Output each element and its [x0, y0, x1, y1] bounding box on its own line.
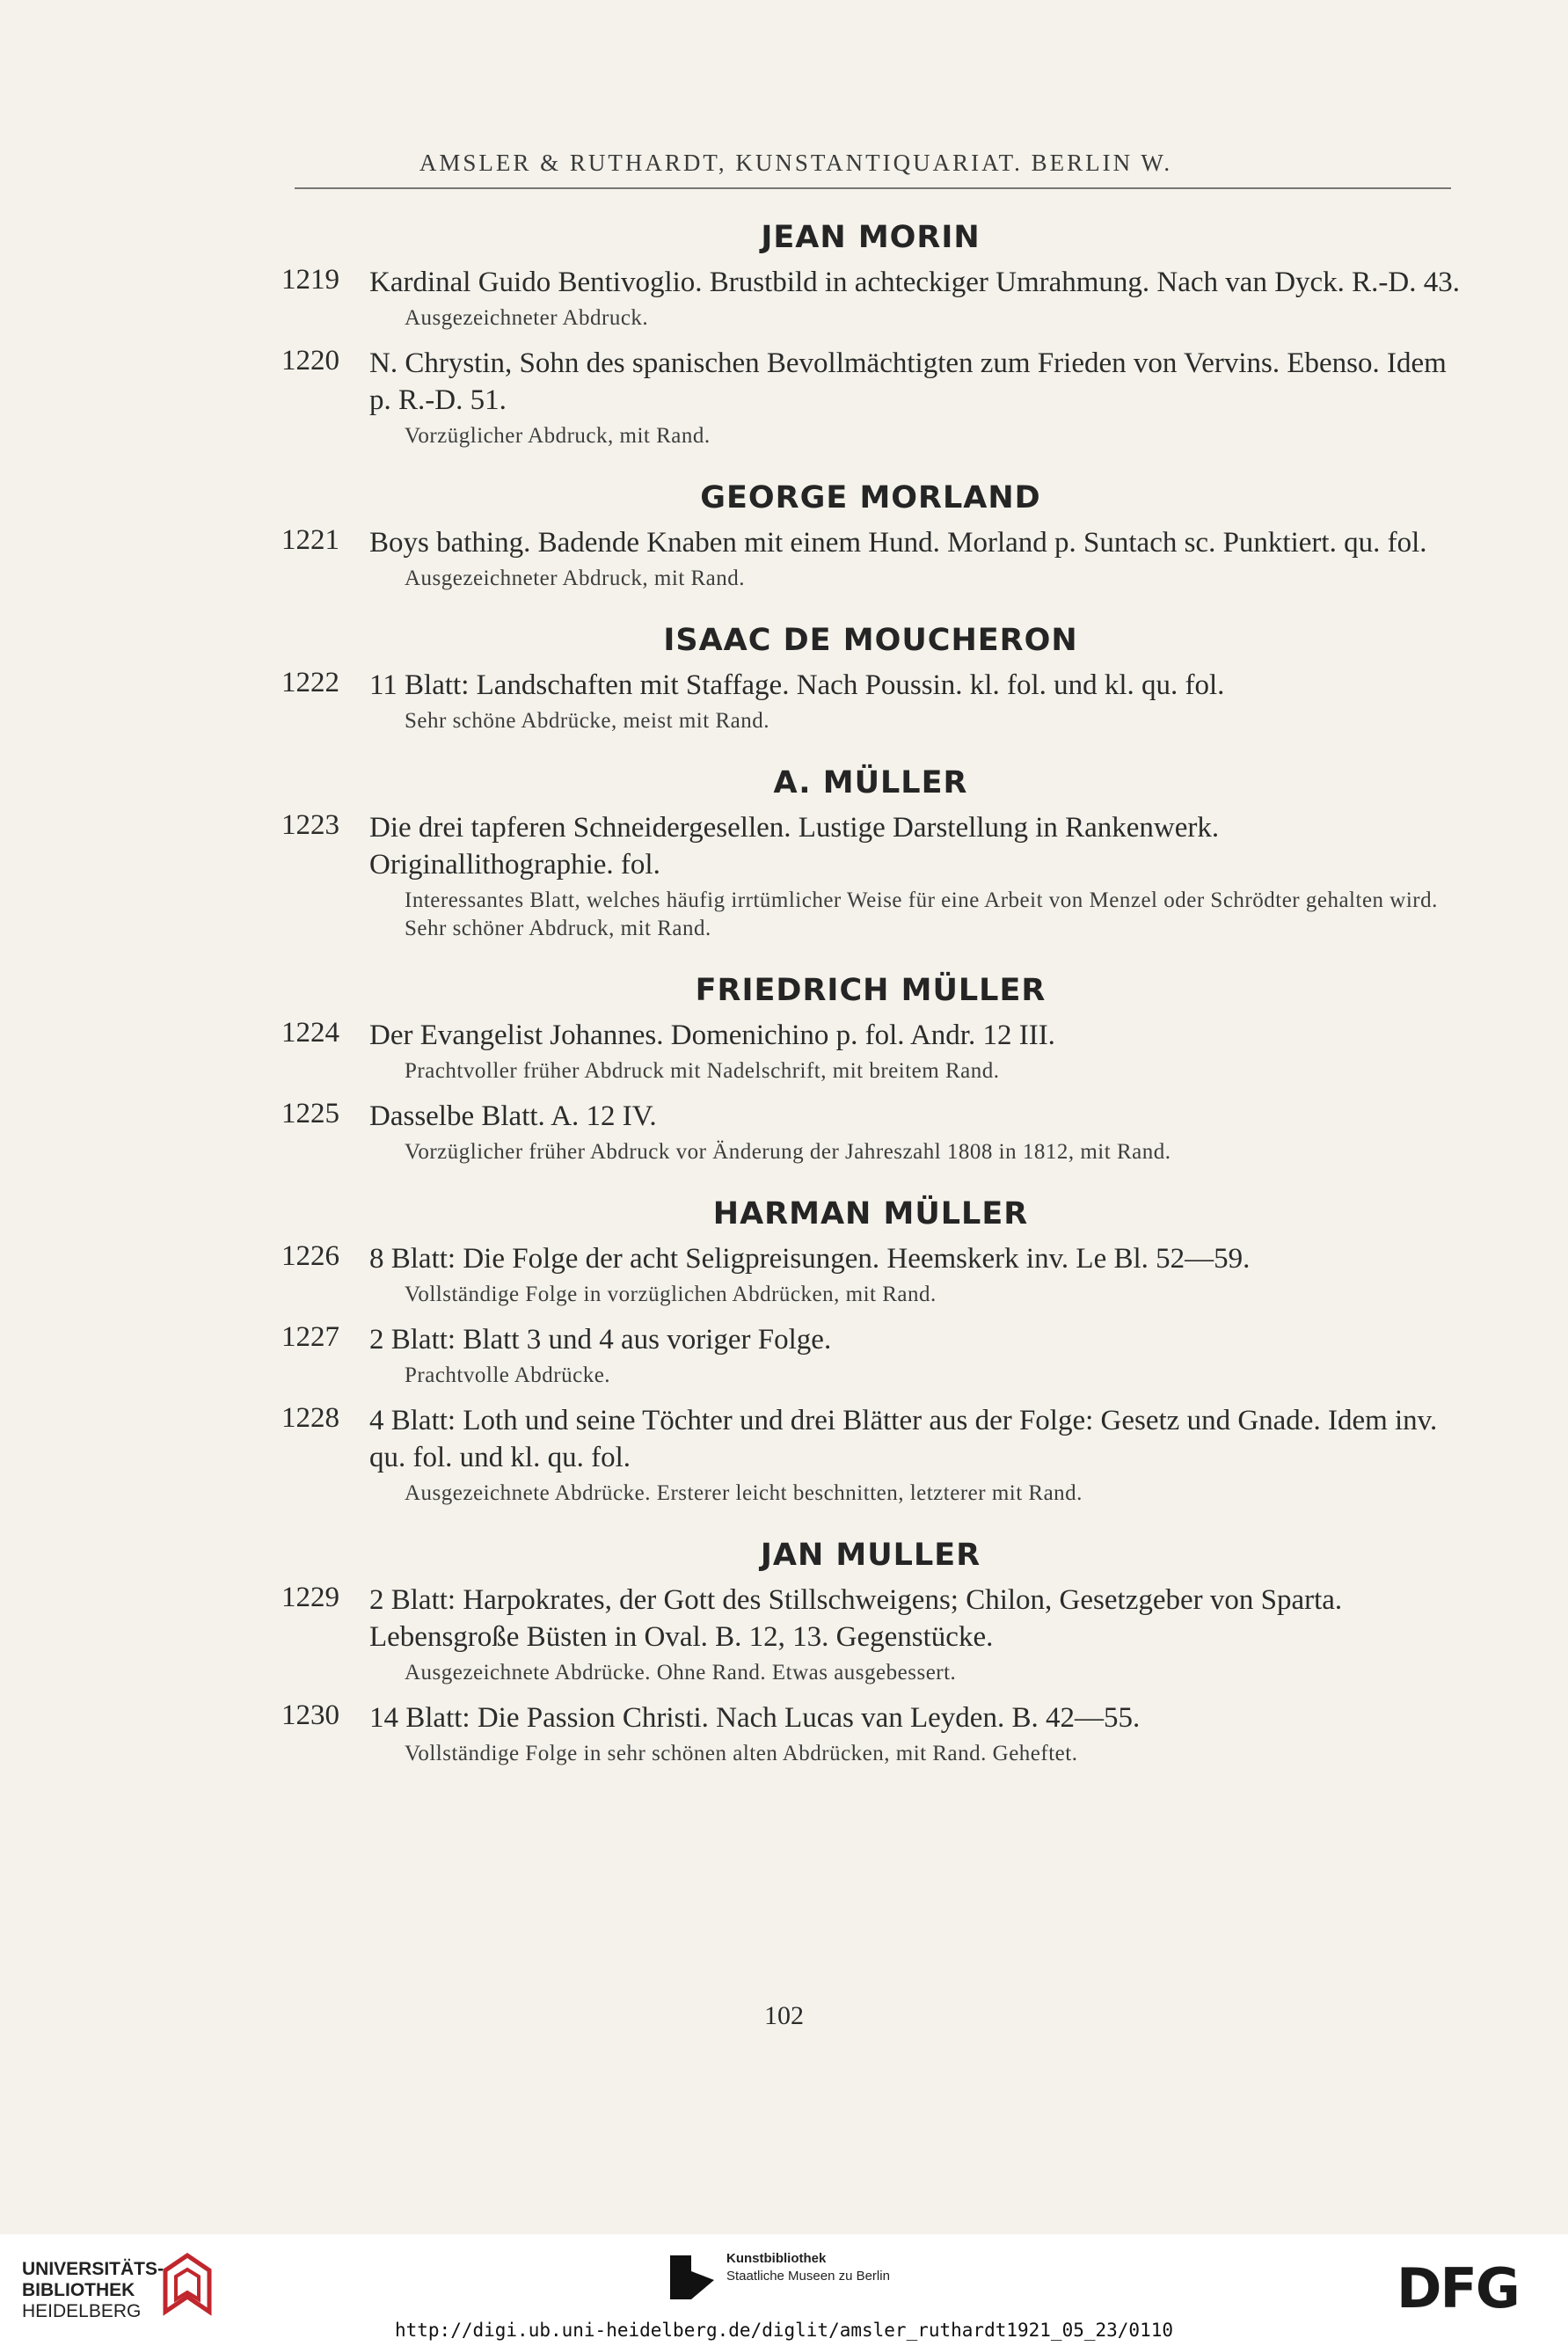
- lot-number: 1221: [281, 524, 339, 556]
- lot-number: 1226: [281, 1240, 339, 1272]
- lot-entry: [281, 1582, 1460, 1687]
- lot-condition-note: Sehr schöne Abdrücke, meist mit Rand.: [405, 709, 769, 733]
- library-line-2: BIBLIOTHEK: [22, 2280, 135, 2300]
- lot-title: 11 Blatt: Landschaften mit Staffage. Nach Poussin. kl. fol. und kl. qu. fol.: [369, 669, 1225, 701]
- artist-heading: GEORGE MORLAND: [700, 480, 1041, 515]
- catalog-content: [281, 220, 1460, 1780]
- kunstbibliothek-logo-icon: [668, 2254, 718, 2303]
- lot-entry: [281, 1017, 1460, 1085]
- lot-title: N. Chrystin, Sohn des spanischen Bevollmächtigten zum Frieden von Vervins. Ebenso. Idem p. R.-D. 51.: [369, 347, 1447, 416]
- page-number: 102: [764, 2001, 804, 2030]
- lot-title: Boys bathing. Badende Knaben mit einem Hund. Morland p. Suntach sc. Punktiert. qu. fol.: [369, 527, 1427, 559]
- ub-heidelberg-logo-text[interactable]: [22, 2259, 164, 2322]
- lot-entry: [281, 524, 1460, 593]
- lot-number: 1228: [281, 1402, 339, 1434]
- lot-title: Kardinal Guido Bentivoglio. Brustbild in achteckiger Umrahmung. Nach van Dyck. R.-D. 43.: [369, 267, 1460, 298]
- lot-number: 1220: [281, 345, 339, 376]
- lot-condition-note: Interessantes Blatt, welches häufig irrtümlicher Weise für eine Arbeit von Menzel oder Schrödter gehalten wird. Sehr schöner Abdruck, mit Rand.: [405, 888, 1438, 940]
- artist-heading: FRIEDRICH MÜLLER: [695, 973, 1047, 1008]
- lot-title: Die drei tapferen Schneidergesellen. Lustige Darstellung in Rankenwerk. Originallithographie. fol.: [369, 812, 1220, 881]
- artist-section: [281, 480, 1460, 593]
- running-head: AMSLER & RUTHARDT, KUNSTANTIQUARIAT. BERLIN W.: [419, 150, 1173, 176]
- ub-heidelberg-logo-icon: [157, 2248, 218, 2319]
- kunstbibliothek-text[interactable]: [726, 2250, 890, 2285]
- artist-section: [281, 623, 1460, 735]
- lot-number: 1227: [281, 1321, 339, 1353]
- lot-condition-note: Vollständige Folge in vorzüglichen Abdrücken, mit Rand.: [405, 1283, 937, 1306]
- lot-entry: [281, 1699, 1460, 1768]
- lot-title: 4 Blatt: Loth und seine Töchter und drei Blätter aus der Folge: Gesetz und Gnade. Idem inv. qu. fol. und kl. qu. fol.: [369, 1405, 1438, 1473]
- library-line-1: UNIVERSITÄTS-: [22, 2259, 164, 2279]
- lot-condition-note: Ausgezeichneter Abdruck.: [405, 306, 649, 330]
- header-rule: [295, 187, 1451, 189]
- lot-title: Dasselbe Blatt. A. 12 IV.: [369, 1100, 657, 1132]
- lot-condition-note: Ausgezeichneter Abdruck, mit Rand.: [405, 566, 746, 590]
- lot-condition-note: Vollständige Folge in sehr schönen alten Abdrücken, mit Rand. Geheftet.: [405, 1742, 1078, 1765]
- lot-title: 14 Blatt: Die Passion Christi. Nach Lucas van Leyden. B. 42—55.: [369, 1702, 1141, 1734]
- lot-entry: [281, 1321, 1460, 1390]
- artist-section: [281, 973, 1460, 1166]
- lot-title: 8 Blatt: Die Folge der acht Seligpreisungen. Heemskerk inv. Le Bl. 52—59.: [369, 1243, 1251, 1275]
- lot-number: 1225: [281, 1098, 339, 1129]
- permalink-url[interactable]: http://digi.ub.uni-heidelberg.de/diglit/amsler_ruthardt1921_05_23/0110: [394, 2320, 1173, 2341]
- lot-number: 1222: [281, 667, 339, 698]
- artist-section: [281, 1538, 1460, 1768]
- artist-heading: JAN MULLER: [760, 1538, 981, 1573]
- lot-number: 1230: [281, 1699, 339, 1731]
- artist-heading: HARMAN MÜLLER: [712, 1196, 1029, 1231]
- lot-title: 2 Blatt: Harpokrates, der Gott des Stillschweigens; Chilon, Gesetzgeber von Sparta. Lebensgroße Büsten in Oval. B. 12, 13. Gegenstücke.: [369, 1584, 1343, 1653]
- kb-line-1: Kunstbibliothek: [726, 2251, 827, 2266]
- lot-number: 1223: [281, 809, 339, 841]
- lot-condition-note: Vorzüglicher Abdruck, mit Rand.: [405, 424, 711, 448]
- lot-entry: [281, 1402, 1460, 1508]
- lot-title: Der Evangelist Johannes. Domenichino p. fol. Andr. 12 III.: [369, 1020, 1055, 1051]
- lot-condition-note: Ausgezeichnete Abdrücke. Ersterer leicht beschnitten, letzterer mit Rand.: [405, 1481, 1083, 1505]
- lot-entry: [281, 667, 1460, 735]
- kb-line-2: Staatliche Museen zu Berlin: [726, 2269, 890, 2284]
- artist-section: [281, 1196, 1460, 1508]
- lot-number: 1219: [281, 264, 339, 296]
- artist-section: [281, 765, 1460, 943]
- dfg-logo[interactable]: DFG: [1397, 2256, 1519, 2320]
- lot-entry: [281, 345, 1460, 450]
- lot-condition-note: Vorzüglicher früher Abdruck vor Änderung der Jahreszahl 1808 in 1812, mit Rand.: [405, 1140, 1171, 1164]
- lot-condition-note: Prachtvolle Abdrücke.: [405, 1363, 611, 1387]
- lot-entry: [281, 809, 1460, 943]
- lot-entry: [281, 264, 1460, 333]
- artist-section: [281, 220, 1460, 450]
- lot-condition-note: Ausgezeichnete Abdrücke. Ohne Rand. Etwas ausgebessert.: [405, 1661, 957, 1685]
- lot-entry: [281, 1240, 1460, 1309]
- artist-heading: A. MÜLLER: [773, 765, 968, 800]
- lot-condition-note: Prachtvoller früher Abdruck mit Nadelschrift, mit breitem Rand.: [405, 1059, 1000, 1083]
- lot-title: 2 Blatt: Blatt 3 und 4 aus voriger Folge.: [369, 1324, 832, 1356]
- lot-entry: [281, 1098, 1460, 1166]
- lot-number: 1229: [281, 1582, 339, 1613]
- artist-heading: JEAN MORIN: [761, 220, 981, 255]
- artist-heading: ISAAC DE MOUCHERON: [663, 623, 1078, 658]
- library-line-3: HEIDELBERG: [22, 2301, 142, 2321]
- lot-number: 1224: [281, 1017, 339, 1049]
